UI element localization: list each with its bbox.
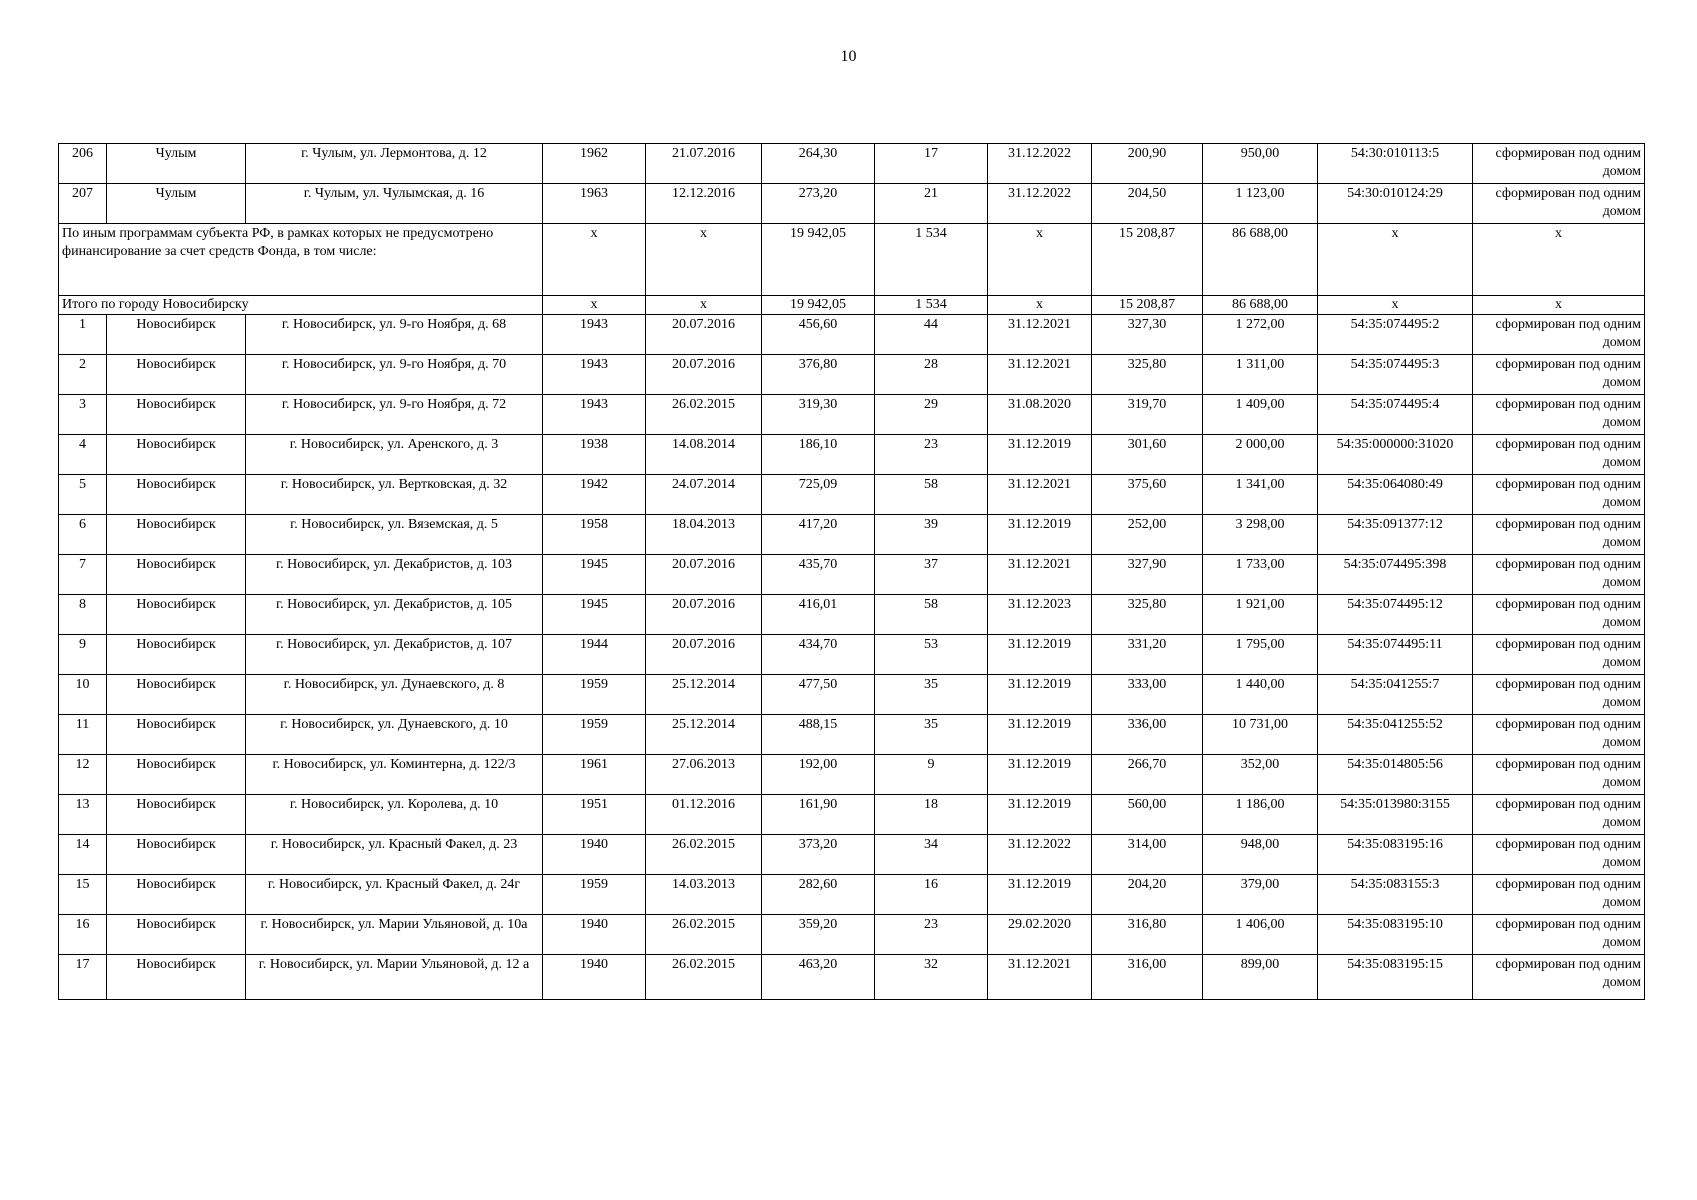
cell-area: 417,20 [762, 515, 875, 555]
cell-date: 26.02.2015 [646, 915, 762, 955]
cell-year: 1938 [543, 435, 646, 475]
cell-area: 264,30 [762, 144, 875, 184]
cell-locality: Новосибирск [107, 715, 246, 755]
cell-address: г. Новосибирск, ул. Марии Ульяновой, д. 10а [246, 915, 543, 955]
cell-cadastral: 54:35:083195:10 [1318, 915, 1473, 955]
cell-deadline: 31.12.2019 [988, 435, 1092, 475]
cell-area2: 314,00 [1092, 835, 1203, 875]
cell-address: г. Новосибирск, ул. Вертковская, д. 32 [246, 475, 543, 515]
cell-deadline: 31.12.2019 [988, 675, 1092, 715]
cell-land: 1 341,00 [1203, 475, 1318, 515]
cell-area2: 316,80 [1092, 915, 1203, 955]
cell-year: x [543, 296, 646, 315]
cell-people: 17 [875, 144, 988, 184]
cell-people: 23 [875, 435, 988, 475]
cell-area: 19 942,05 [762, 296, 875, 315]
cell-people: 29 [875, 395, 988, 435]
cell-area: 488,15 [762, 715, 875, 755]
cell-year: 1959 [543, 715, 646, 755]
cell-number: 13 [59, 795, 107, 835]
cell-year: 1959 [543, 875, 646, 915]
cell-status: сформирован под одним домом [1473, 675, 1645, 715]
cell-status: сформирован под одним домом [1473, 315, 1645, 355]
cell-date: 14.03.2013 [646, 875, 762, 915]
table-row [59, 355, 1645, 395]
cell-deadline: 31.12.2019 [988, 755, 1092, 795]
cell-deadline: 31.12.2021 [988, 555, 1092, 595]
cell-area2: 301,60 [1092, 435, 1203, 475]
cell-area2: 560,00 [1092, 795, 1203, 835]
summary-section [59, 224, 1645, 315]
table-row [59, 395, 1645, 435]
cell-status: сформирован под одним домом [1473, 795, 1645, 835]
page-number: 10 [840, 48, 857, 65]
cell-area2: 327,30 [1092, 315, 1203, 355]
cell-address: г. Новосибирск, ул. Аренского, д. 3 [246, 435, 543, 475]
cell-locality: Новосибирск [107, 435, 246, 475]
cell-area2: 266,70 [1092, 755, 1203, 795]
cell-locality: Новосибирск [107, 835, 246, 875]
cell-land: 1 406,00 [1203, 915, 1318, 955]
cell-locality: Новосибирск [107, 595, 246, 635]
cell-area2: 15 208,87 [1092, 224, 1203, 296]
cell-land: 2 000,00 [1203, 435, 1318, 475]
cell-area2: 325,80 [1092, 355, 1203, 395]
cell-status: сформирован под одним домом [1473, 515, 1645, 555]
cell-people: 23 [875, 915, 988, 955]
cell-area2: 333,00 [1092, 675, 1203, 715]
cell-date: 20.07.2016 [646, 595, 762, 635]
cell-locality: Новосибирск [107, 635, 246, 675]
cell-area2: 252,00 [1092, 515, 1203, 555]
cell-address: г. Чулым, ул. Чулымская, д. 16 [246, 184, 543, 224]
cell-land: 1 311,00 [1203, 355, 1318, 395]
cell-land: 86 688,00 [1203, 296, 1318, 315]
cell-land: 1 440,00 [1203, 675, 1318, 715]
cell-people: 39 [875, 515, 988, 555]
cell-locality: Новосибирск [107, 955, 246, 1000]
cell-area: 273,20 [762, 184, 875, 224]
cell-number: 14 [59, 835, 107, 875]
cell-deadline: 31.12.2019 [988, 795, 1092, 835]
cell-locality: Новосибирск [107, 515, 246, 555]
top-rows [59, 144, 1645, 224]
cell-people: 9 [875, 755, 988, 795]
cell-land: 1 733,00 [1203, 555, 1318, 595]
cell-deadline: 31.12.2022 [988, 184, 1092, 224]
cell-status: сформирован под одним домом [1473, 835, 1645, 875]
cell-status: сформирован под одним домом [1473, 555, 1645, 595]
cell-area2: 325,80 [1092, 595, 1203, 635]
cell-people: 35 [875, 715, 988, 755]
cell-people: 53 [875, 635, 988, 675]
cell-date: 25.12.2014 [646, 715, 762, 755]
table-row [59, 515, 1645, 555]
cell-status: сформирован под одним домом [1473, 595, 1645, 635]
table-row [59, 675, 1645, 715]
cell-address: г. Новосибирск, ул. Декабристов, д. 105 [246, 595, 543, 635]
cell-address: г. Новосибирск, ул. Красный Факел, д. 23 [246, 835, 543, 875]
cell-number: 7 [59, 555, 107, 595]
cell-number: 10 [59, 675, 107, 715]
cell-people: 32 [875, 955, 988, 1000]
cell-date: 21.07.2016 [646, 144, 762, 184]
table-row [59, 475, 1645, 515]
cell-status: сформирован под одним домом [1473, 715, 1645, 755]
cell-area: 19 942,05 [762, 224, 875, 296]
cell-year: 1958 [543, 515, 646, 555]
cell-number: 4 [59, 435, 107, 475]
table-row [59, 875, 1645, 915]
table-row [59, 915, 1645, 955]
cell-deadline: 31.12.2021 [988, 955, 1092, 1000]
cell-date: 20.07.2016 [646, 315, 762, 355]
table-row [59, 955, 1645, 1000]
cell-date: 24.07.2014 [646, 475, 762, 515]
cell-area: 477,50 [762, 675, 875, 715]
cell-deadline: 31.12.2019 [988, 635, 1092, 675]
cell-number: 15 [59, 875, 107, 915]
cell-date: x [646, 296, 762, 315]
cell-cadastral: 54:35:013980:3155 [1318, 795, 1473, 835]
housing-registry-table [58, 143, 1645, 1000]
cell-cadastral: 54:35:074495:4 [1318, 395, 1473, 435]
cell-cadastral: 54:35:074495:398 [1318, 555, 1473, 595]
table-row [59, 315, 1645, 355]
table-row [59, 144, 1645, 184]
cell-status: сформирован под одним домом [1473, 184, 1645, 224]
cell-status: x [1473, 224, 1645, 296]
cell-locality: Новосибирск [107, 875, 246, 915]
cell-land: 379,00 [1203, 875, 1318, 915]
cell-land: 1 409,00 [1203, 395, 1318, 435]
cell-date: 26.02.2015 [646, 835, 762, 875]
cell-locality: Новосибирск [107, 395, 246, 435]
cell-deadline: x [988, 224, 1092, 296]
cell-land: 948,00 [1203, 835, 1318, 875]
cell-year: 1942 [543, 475, 646, 515]
cell-deadline: 31.12.2019 [988, 515, 1092, 555]
cell-cadastral: 54:30:010113:5 [1318, 144, 1473, 184]
cell-area: 282,60 [762, 875, 875, 915]
cell-number: 17 [59, 955, 107, 1000]
cell-date: x [646, 224, 762, 296]
cell-year: 1959 [543, 675, 646, 715]
cell-number: 12 [59, 755, 107, 795]
cell-people: 1 534 [875, 224, 988, 296]
table-row [59, 795, 1645, 835]
cell-address: г. Новосибирск, ул. Дунаевского, д. 8 [246, 675, 543, 715]
table-row [59, 595, 1645, 635]
cell-year: x [543, 224, 646, 296]
cell-date: 12.12.2016 [646, 184, 762, 224]
cell-area: 456,60 [762, 315, 875, 355]
cell-number: 1 [59, 315, 107, 355]
cell-land: 3 298,00 [1203, 515, 1318, 555]
cell-year: 1944 [543, 635, 646, 675]
cell-year: 1945 [543, 555, 646, 595]
cell-area: 192,00 [762, 755, 875, 795]
cell-address: г. Чулым, ул. Лермонтова, д. 12 [246, 144, 543, 184]
cell-land: 1 795,00 [1203, 635, 1318, 675]
cell-locality: Новосибирск [107, 675, 246, 715]
cell-area: 359,20 [762, 915, 875, 955]
cell-area: 463,20 [762, 955, 875, 1000]
cell-year: 1945 [543, 595, 646, 635]
table-row [59, 635, 1645, 675]
cell-deadline: 31.12.2019 [988, 715, 1092, 755]
cell-people: 28 [875, 355, 988, 395]
city-total-label: Итого по городу Новосибирску [59, 296, 543, 315]
cell-status: x [1473, 296, 1645, 315]
cell-cadastral: 54:35:074495:11 [1318, 635, 1473, 675]
cell-locality: Новосибирск [107, 475, 246, 515]
cell-address: г. Новосибирск, ул. 9-го Ноября, д. 72 [246, 395, 543, 435]
cell-address: г. Новосибирск, ул. Декабристов, д. 107 [246, 635, 543, 675]
cell-people: 58 [875, 475, 988, 515]
cell-address: г. Новосибирск, ул. Королева, д. 10 [246, 795, 543, 835]
cell-date: 20.07.2016 [646, 555, 762, 595]
cell-area: 319,30 [762, 395, 875, 435]
cell-people: 16 [875, 875, 988, 915]
cell-number: 6 [59, 515, 107, 555]
cell-locality: Новосибирск [107, 915, 246, 955]
cell-date: 25.12.2014 [646, 675, 762, 715]
table-row [59, 835, 1645, 875]
cell-status: сформирован под одним домом [1473, 755, 1645, 795]
cell-number: 3 [59, 395, 107, 435]
table-row [59, 555, 1645, 595]
cell-cadastral: 54:30:010124:29 [1318, 184, 1473, 224]
cell-date: 14.08.2014 [646, 435, 762, 475]
cell-locality: Чулым [107, 144, 246, 184]
cell-area2: 375,60 [1092, 475, 1203, 515]
cell-date: 01.12.2016 [646, 795, 762, 835]
cell-cadastral: x [1318, 224, 1473, 296]
cell-locality: Чулым [107, 184, 246, 224]
cell-people: 35 [875, 675, 988, 715]
cell-address: г. Новосибирск, ул. Красный Факел, д. 24г [246, 875, 543, 915]
cell-deadline: 29.02.2020 [988, 915, 1092, 955]
cell-area2: 336,00 [1092, 715, 1203, 755]
cell-number: 5 [59, 475, 107, 515]
cell-number: 2 [59, 355, 107, 395]
cell-area: 435,70 [762, 555, 875, 595]
cell-year: 1943 [543, 355, 646, 395]
cell-year: 1943 [543, 315, 646, 355]
cell-number: 8 [59, 595, 107, 635]
cell-deadline: 31.08.2020 [988, 395, 1092, 435]
cell-deadline: 31.12.2023 [988, 595, 1092, 635]
table-row [59, 184, 1645, 224]
cell-cadastral: 54:35:000000:31020 [1318, 435, 1473, 475]
cell-status: сформирован под одним домом [1473, 875, 1645, 915]
cell-status: сформирован под одним домом [1473, 395, 1645, 435]
cell-people: 18 [875, 795, 988, 835]
table-row [59, 715, 1645, 755]
cell-status: сформирован под одним домом [1473, 915, 1645, 955]
cell-people: 34 [875, 835, 988, 875]
cell-status: сформирован под одним домом [1473, 635, 1645, 675]
cell-locality: Новосибирск [107, 755, 246, 795]
cell-address: г. Новосибирск, ул. 9-го Ноября, д. 70 [246, 355, 543, 395]
cell-area2: 331,20 [1092, 635, 1203, 675]
cell-area2: 200,90 [1092, 144, 1203, 184]
other-programs-label: По иным программам субъекта РФ, в рамках которых не предусмотрено финансирование за счет средств Фонда, в том числе: [59, 224, 543, 296]
cell-land: 352,00 [1203, 755, 1318, 795]
cell-number: 9 [59, 635, 107, 675]
cell-land: 1 272,00 [1203, 315, 1318, 355]
cell-date: 18.04.2013 [646, 515, 762, 555]
cell-year: 1940 [543, 915, 646, 955]
cell-date: 27.06.2013 [646, 755, 762, 795]
cell-area: 161,90 [762, 795, 875, 835]
cell-land: 86 688,00 [1203, 224, 1318, 296]
cell-land: 10 731,00 [1203, 715, 1318, 755]
cell-deadline: x [988, 296, 1092, 315]
cell-year: 1961 [543, 755, 646, 795]
table-row [59, 435, 1645, 475]
cell-land: 1 186,00 [1203, 795, 1318, 835]
table-row [59, 755, 1645, 795]
cell-area: 373,20 [762, 835, 875, 875]
cell-address: г. Новосибирск, ул. Марии Ульяновой, д. 12 а [246, 955, 543, 1000]
city-rows [59, 315, 1645, 1000]
cell-address: г. Новосибирск, ул. Декабристов, д. 103 [246, 555, 543, 595]
cell-cadastral: 54:35:041255:52 [1318, 715, 1473, 755]
cell-locality: Новосибирск [107, 555, 246, 595]
cell-number: 11 [59, 715, 107, 755]
cell-number: 16 [59, 915, 107, 955]
cell-status: сформирован под одним домом [1473, 144, 1645, 184]
cell-deadline: 31.12.2021 [988, 315, 1092, 355]
cell-status: сформирован под одним домом [1473, 475, 1645, 515]
cell-area: 725,09 [762, 475, 875, 515]
cell-cadastral: 54:35:074495:3 [1318, 355, 1473, 395]
cell-area2: 204,50 [1092, 184, 1203, 224]
cell-cadastral: 54:35:083155:3 [1318, 875, 1473, 915]
cell-date: 20.07.2016 [646, 355, 762, 395]
cell-area2: 316,00 [1092, 955, 1203, 1000]
cell-date: 20.07.2016 [646, 635, 762, 675]
cell-date: 26.02.2015 [646, 395, 762, 435]
cell-cadastral: 54:35:083195:16 [1318, 835, 1473, 875]
cell-deadline: 31.12.2021 [988, 475, 1092, 515]
cell-status: сформирован под одним домом [1473, 435, 1645, 475]
cell-locality: Новосибирск [107, 355, 246, 395]
cell-area: 434,70 [762, 635, 875, 675]
cell-year: 1963 [543, 184, 646, 224]
cell-address: г. Новосибирск, ул. Вяземская, д. 5 [246, 515, 543, 555]
cell-number: 206 [59, 144, 107, 184]
cell-year: 1940 [543, 955, 646, 1000]
cell-year: 1940 [543, 835, 646, 875]
cell-cadastral: 54:35:091377:12 [1318, 515, 1473, 555]
cell-year: 1951 [543, 795, 646, 835]
cell-number: 207 [59, 184, 107, 224]
cell-cadastral: 54:35:064080:49 [1318, 475, 1473, 515]
cell-year: 1962 [543, 144, 646, 184]
cell-date: 26.02.2015 [646, 955, 762, 1000]
cell-area2: 15 208,87 [1092, 296, 1203, 315]
cell-area: 416,01 [762, 595, 875, 635]
cell-address: г. Новосибирск, ул. Коминтерна, д. 122/3 [246, 755, 543, 795]
cell-area: 186,10 [762, 435, 875, 475]
cell-land: 899,00 [1203, 955, 1318, 1000]
city-total-row [59, 296, 1645, 315]
cell-deadline: 31.12.2022 [988, 835, 1092, 875]
cell-cadastral: 54:35:083195:15 [1318, 955, 1473, 1000]
cell-status: сформирован под одним домом [1473, 955, 1645, 1000]
cell-address: г. Новосибирск, ул. 9-го Ноября, д. 68 [246, 315, 543, 355]
cell-area: 376,80 [762, 355, 875, 395]
cell-status: сформирован под одним домом [1473, 355, 1645, 395]
cell-people: 37 [875, 555, 988, 595]
cell-land: 950,00 [1203, 144, 1318, 184]
cell-area2: 319,70 [1092, 395, 1203, 435]
cell-deadline: 31.12.2019 [988, 875, 1092, 915]
cell-cadastral: 54:35:074495:12 [1318, 595, 1473, 635]
cell-year: 1943 [543, 395, 646, 435]
cell-cadastral: 54:35:041255:7 [1318, 675, 1473, 715]
cell-cadastral: 54:35:014805:56 [1318, 755, 1473, 795]
cell-locality: Новосибирск [107, 315, 246, 355]
cell-land: 1 123,00 [1203, 184, 1318, 224]
cell-people: 44 [875, 315, 988, 355]
cell-locality: Новосибирск [107, 795, 246, 835]
cell-area2: 204,20 [1092, 875, 1203, 915]
cell-address: г. Новосибирск, ул. Дунаевского, д. 10 [246, 715, 543, 755]
cell-people: 58 [875, 595, 988, 635]
other-programs-row [59, 224, 1645, 296]
cell-people: 1 534 [875, 296, 988, 315]
cell-area2: 327,90 [1092, 555, 1203, 595]
cell-land: 1 921,00 [1203, 595, 1318, 635]
cell-deadline: 31.12.2021 [988, 355, 1092, 395]
cell-people: 21 [875, 184, 988, 224]
cell-cadastral: 54:35:074495:2 [1318, 315, 1473, 355]
cell-cadastral: x [1318, 296, 1473, 315]
cell-deadline: 31.12.2022 [988, 144, 1092, 184]
